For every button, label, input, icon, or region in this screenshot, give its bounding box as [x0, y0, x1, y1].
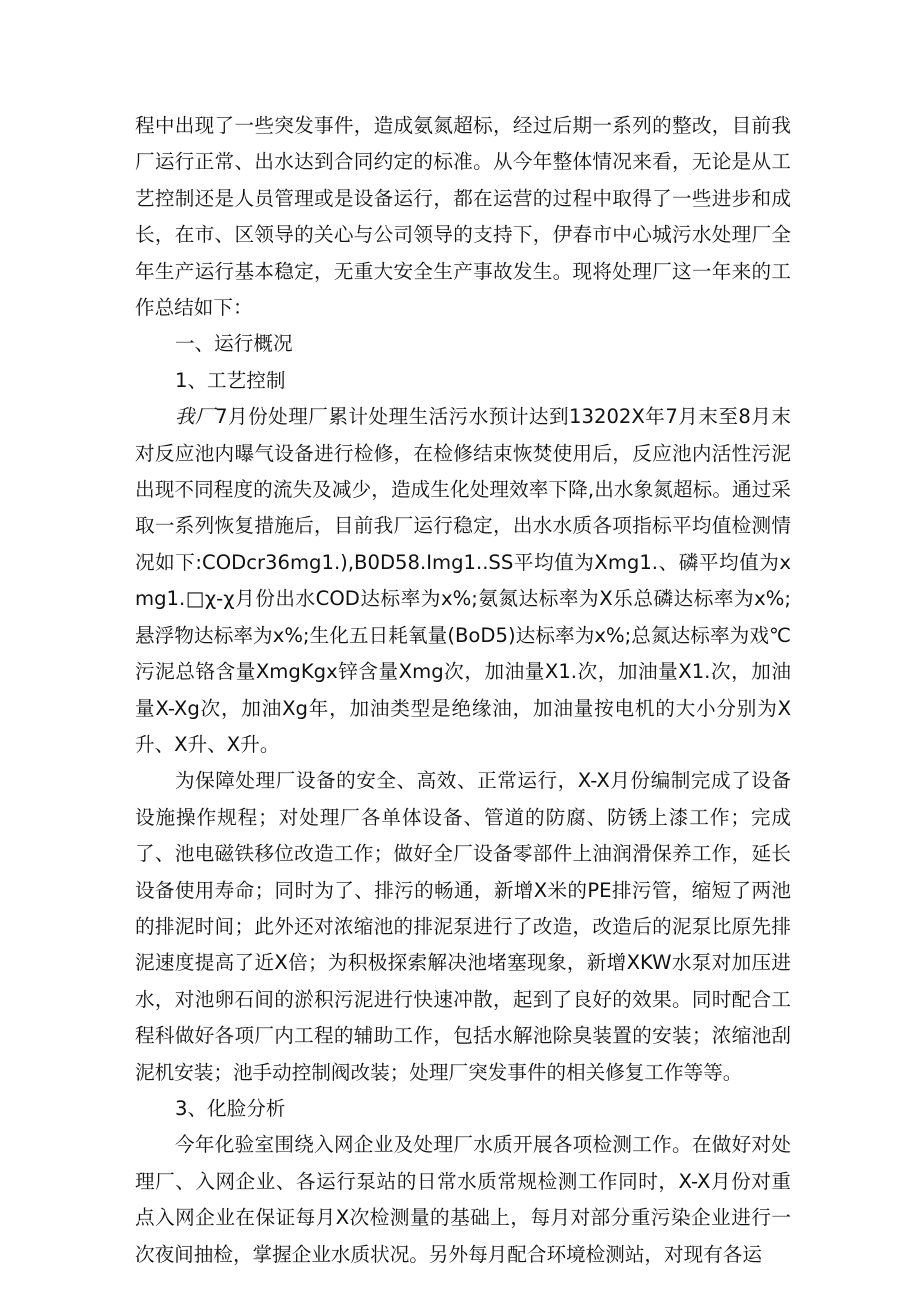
section-heading-operation-overview: 一、运行概况	[175, 332, 293, 356]
equipment-paragraph: 为保障处理厂设备的安全、高效、正常运行，X-X月份编制完成了设备设施操作规程；对处理厂各单体设备、管道的防腐、防锈上漆工作；完成了、池电磁铁移位改造工作；做好全厂设备零部件上油润滑保养工作，延长设备使用寿命；同时为了、排污的畅通，新增X米的PE排污管，缩短了两池的排泥时间；此外还对浓缩池的排泥泵进行了改造，改造后的泥泵比原先排泥速度提高了近X倍；为积极探索解决池堵塞现象，新增XKW水泵对加压进水，对池卵石间的淤积污泥进行快速冲散，起到了良好的效果。同时配合工程科做好各项厂内工程的辅助工作，包括水解池除臭装置的安装；浓缩池刮泥机安装；池手动控制阀改装；处理厂突发事件的相关修复工作等等。	[135, 769, 791, 1084]
intro-paragraph: 程中出现了一些突发事件，造成氨氮超标，经过后期一系列的整改，目前我厂运行正常、出水达到合同约定的标准。从今年整体情况来看，无论是从工艺控制还是人员管理或是设备运行，都在运营的过程中取得了一些进步和成长，在市、区领导的关心与公司领导的支持下，伊春市中心城污水处理厂全年生产运行基本稳定，无重大安全生产事故发生。现将处理厂这一年来的工作总结如下：	[135, 114, 791, 320]
process-control-paragraph	[135, 399, 791, 763]
subsection-heading-process-control: 1、工艺控制	[175, 368, 286, 392]
lab-analysis-paragraph: 今年化验室围绕入网企业及处理厂水质开展各项检测工作。在做好对处理厂、入网企业、各运行泵站的日常水质常规检测工作同时，X-X月份对重点入网企业在保证每月X次检测量的基础上，每月对部分重污染企业进行一次夜间抽检，掌握企业水质状况。另外每月配合环境检测站，对现有各运	[135, 1133, 791, 1266]
subsection-heading-lab-analysis: 3、化脸分析	[175, 1096, 286, 1120]
document-body	[135, 108, 791, 1273]
process-control-lead: 我厂	[175, 405, 216, 429]
process-control-text: 7月份处理厂累计处理生活污水预计达到13202X年7月末至8月末对反应池内曝气设备进行检修，在检修结束恢焚使用后，反应池内活性污泥出现不同程度的流失及减少，造成生化处理效率下降,出水象氮超标。通过采取一系列恢复措施后，目前我厂运行稳定，出水水质各项指标平均值检测情况如下:CODcr36mg1.),B0D58.Img1..SS平均值为Xmg1.、磷平均值为xmg1.□χ-χ月份出水COD达标率为x%;氨氮达标率为X乐总磷达标率为x%;悬浮物达标率为x%;生化五日耗氧量(BoD5)达标率为x%;总氮达标率为戏℃污泥总铬含量XmgKgx锌含量Xmg次，加油量X1.次，加油量X1.次，加油量X-Xg次，加油Xg年，加油类型是绝缘油，加油量按电机的大小分别为X升、X升、X升。	[135, 405, 792, 756]
